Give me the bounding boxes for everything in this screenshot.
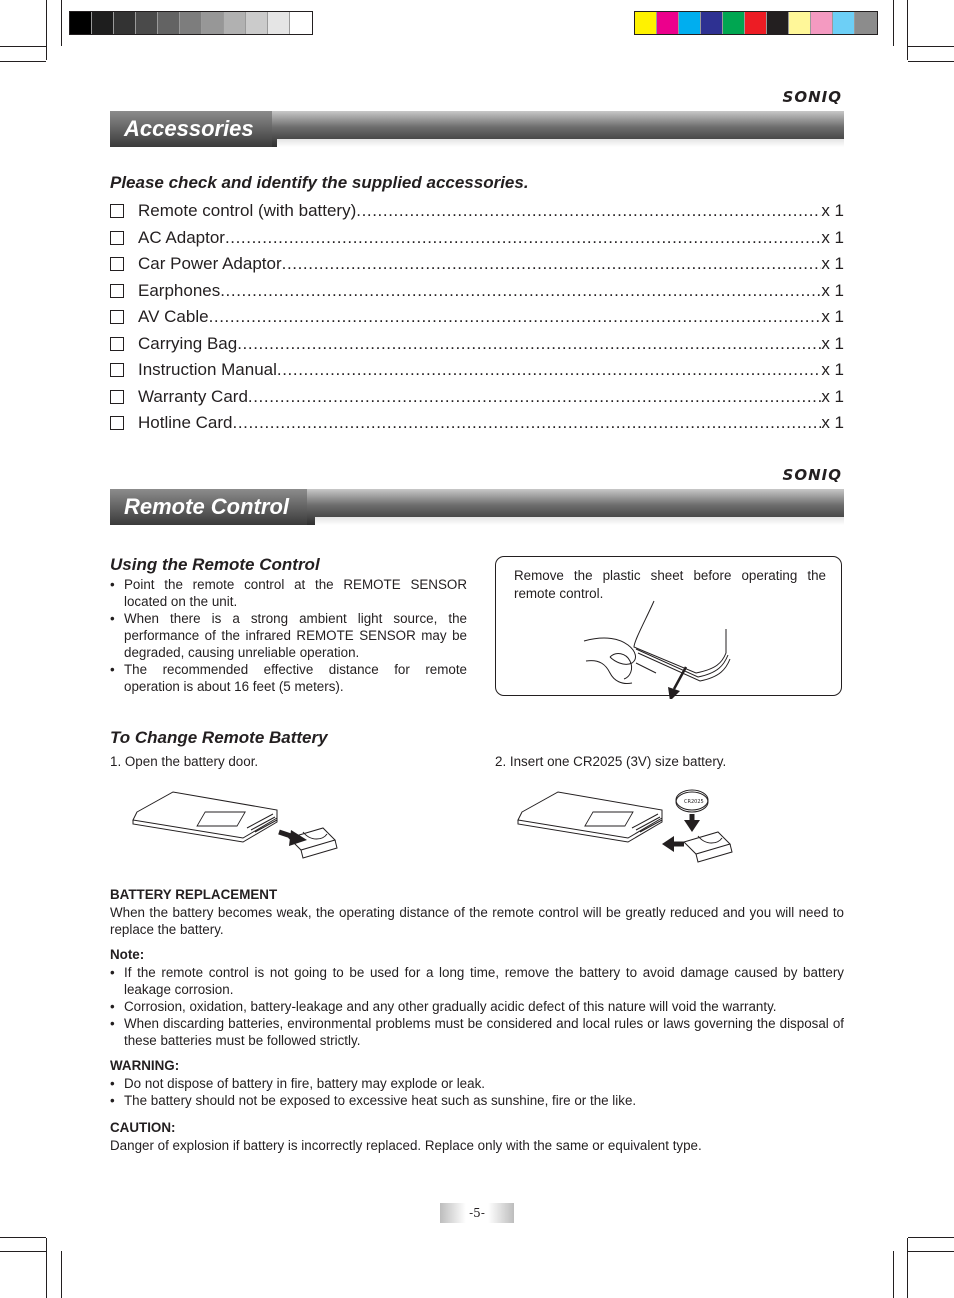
accessories-intro: Please check and identify the supplied accessories. xyxy=(110,173,529,192)
accessory-quantity: x 1 xyxy=(821,201,844,220)
accessory-quantity: x 1 xyxy=(821,254,844,273)
leader-dots xyxy=(356,201,821,221)
color-swatch xyxy=(180,12,202,34)
soniq-logo: SONIQ xyxy=(782,88,842,106)
accessory-item xyxy=(110,333,844,355)
list-item: • Do not dispose of battery in fire, battery may explode or leak. xyxy=(110,1075,844,1092)
warning-bullets xyxy=(110,1075,844,1109)
accessory-item xyxy=(110,253,844,275)
accessory-name: Warranty Card xyxy=(138,386,248,406)
warning-heading: WARNING: xyxy=(110,1058,180,1073)
accessory-quantity: x 1 xyxy=(821,333,844,353)
accessory-quantity: x 1 xyxy=(821,227,844,247)
remote-header-bar xyxy=(110,489,844,525)
list-item: • The battery should not be exposed to excessive heat such as sunshine, fire or the like. xyxy=(110,1092,844,1109)
crop-mark xyxy=(893,1251,894,1298)
process-color-bar xyxy=(634,11,878,35)
accessory-item xyxy=(110,412,844,434)
note-bullets xyxy=(110,964,844,1049)
crop-mark xyxy=(908,1237,954,1238)
crop-mark xyxy=(908,1251,954,1252)
using-remote-bullets xyxy=(110,576,467,695)
accessory-quantity: x 1 xyxy=(821,307,844,326)
color-swatch xyxy=(811,12,833,34)
list-item: • The recommended effective distance for remote operation is about 16 feet (5 meters). xyxy=(110,661,467,695)
crop-mark xyxy=(46,0,47,60)
color-swatch xyxy=(158,12,180,34)
crop-mark xyxy=(908,46,954,47)
crop-mark xyxy=(0,1251,46,1252)
color-swatch xyxy=(246,12,268,34)
color-swatch xyxy=(92,12,114,34)
checkbox[interactable] xyxy=(110,337,124,351)
battery-step-2: 2. Insert one CR2025 (3V) size battery. xyxy=(495,754,727,769)
accessories-header-bar xyxy=(110,111,844,147)
color-swatch xyxy=(833,12,855,34)
insert-battery-illustration xyxy=(516,786,746,876)
list-item: • Corrosion, oxidation, battery-leakage and any other gradually acidic defect of this nature will void the warranty. xyxy=(110,998,844,1015)
color-swatch xyxy=(224,12,246,34)
color-swatch xyxy=(679,12,701,34)
accessory-item xyxy=(110,280,844,302)
color-swatch xyxy=(723,12,745,34)
checkbox[interactable] xyxy=(110,231,124,245)
crop-mark xyxy=(908,61,954,62)
note-box-text: Remove the plastic sheet before operating the remote control. xyxy=(514,568,826,601)
color-swatch xyxy=(635,12,657,34)
grayscale-color-bar xyxy=(69,11,313,35)
plastic-sheet-note-box xyxy=(495,556,842,696)
accessory-name: Carrying Bag xyxy=(138,333,238,353)
accessory-quantity: x 1 xyxy=(821,386,844,406)
leader-dots xyxy=(233,413,822,433)
page-number: -5- xyxy=(440,1203,514,1223)
header-bar-shadow xyxy=(315,517,844,525)
leader-dots xyxy=(248,387,821,407)
section-title: Remote Control xyxy=(110,489,307,525)
battery-replacement-heading: BATTERY REPLACEMENT xyxy=(110,887,278,902)
crop-mark xyxy=(907,0,908,60)
accessory-item xyxy=(110,200,844,222)
crop-mark xyxy=(893,0,894,46)
note-heading: Note: xyxy=(110,947,145,962)
using-remote-heading: Using the Remote Control xyxy=(110,555,320,574)
crop-mark xyxy=(0,1237,46,1238)
accessory-quantity: x 1 xyxy=(821,280,844,300)
leader-dots xyxy=(277,360,821,380)
checkbox[interactable] xyxy=(110,363,124,377)
checkbox[interactable] xyxy=(110,284,124,298)
list-item: • Point the remote control at the REMOTE SENSOR located on the unit. xyxy=(110,576,467,610)
accessory-name: AC Adaptor xyxy=(138,227,225,247)
color-swatch xyxy=(202,12,224,34)
accessory-name: AV Cable xyxy=(138,307,209,326)
checkbox[interactable] xyxy=(110,310,124,324)
leader-dots xyxy=(225,228,821,248)
list-item: • When discarding batteries, environmental problems must be considered and local rules or laws governing the disposal of these batteries must be followed strictly. xyxy=(110,1015,844,1049)
color-swatch xyxy=(136,12,158,34)
checkbox[interactable] xyxy=(110,416,124,430)
color-swatch xyxy=(789,12,811,34)
remove-plastic-sheet-illustration xyxy=(576,589,756,699)
color-swatch xyxy=(268,12,290,34)
color-swatch xyxy=(290,12,312,34)
leader-dots xyxy=(220,281,821,301)
header-bar-shadow xyxy=(277,139,844,147)
color-swatch xyxy=(855,12,877,34)
accessory-name: Earphones xyxy=(138,280,221,300)
accessory-item xyxy=(110,386,844,408)
color-swatch xyxy=(745,12,767,34)
svg-text:CR2025: CR2025 xyxy=(684,799,704,805)
open-battery-door-illustration xyxy=(127,788,347,868)
battery-replacement-text: When the battery becomes weak, the operating distance of the remote control will be greatly reduced and you will need to replace the battery. xyxy=(110,905,844,937)
crop-mark xyxy=(907,1238,908,1298)
leader-dots xyxy=(282,254,822,274)
caution-heading: CAUTION: xyxy=(110,1120,176,1135)
leader-dots xyxy=(237,334,821,354)
battery-step-1: 1. Open the battery door. xyxy=(110,754,259,769)
soniq-logo: SONIQ xyxy=(782,466,842,484)
change-battery-heading: To Change Remote Battery xyxy=(110,728,328,747)
crop-mark xyxy=(61,1251,62,1298)
crop-mark xyxy=(46,1238,47,1298)
color-swatch xyxy=(114,12,136,34)
accessory-name: Instruction Manual xyxy=(138,360,277,379)
caution-text: Danger of explosion if battery is incorrectly replaced. Replace only with the same or equivalent type. xyxy=(110,1138,702,1153)
accessory-name: Hotline Card xyxy=(138,413,233,432)
color-swatch xyxy=(701,12,723,34)
list-item: • If the remote control is not going to be used for a long time, remove the battery to avoid damage caused by battery leakage corrosion. xyxy=(110,964,844,998)
accessory-name: Remote control (with battery) xyxy=(138,201,357,220)
color-swatch xyxy=(70,12,92,34)
checkbox[interactable] xyxy=(110,390,124,404)
color-swatch xyxy=(657,12,679,34)
crop-mark xyxy=(0,46,46,47)
crop-mark xyxy=(61,0,62,46)
list-item: • When there is a strong ambient light source, the performance of the infrared REMOTE SENSOR may be degraded, causing unreliable operation. xyxy=(110,610,467,661)
accessory-quantity: x 1 xyxy=(821,360,844,379)
accessory-name: Car Power Adaptor xyxy=(138,254,282,273)
accessory-item xyxy=(110,227,844,249)
accessory-item xyxy=(110,359,844,381)
crop-mark xyxy=(0,61,46,62)
section-title: Accessories xyxy=(110,111,272,147)
checkbox[interactable] xyxy=(110,204,124,218)
accessory-item xyxy=(110,306,844,328)
color-swatch xyxy=(767,12,789,34)
accessory-quantity: x 1 xyxy=(821,413,844,432)
leader-dots xyxy=(209,307,822,327)
checkbox[interactable] xyxy=(110,257,124,271)
